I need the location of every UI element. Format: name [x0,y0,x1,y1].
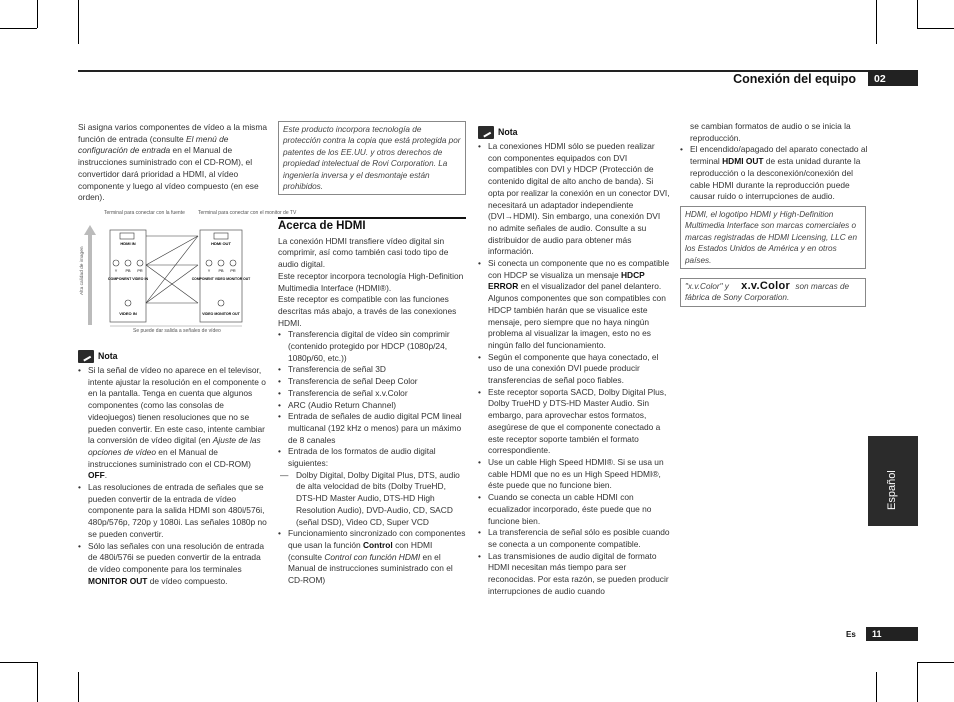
language-tab [868,436,918,526]
jack-pb-out [218,260,224,266]
column-4 [680,121,868,203]
hdmi-trademark-notice: HDMI, el logotipo HDMI y High-Definition Multimedia Interface son marcas comerciales o marcas registradas de HDMI Licensing, LLC en los Estados Unidos de América y en otros países. [680,206,866,269]
list-item: • Las transmisiones de audio digital de formato HDMI necesitan más tiempo para ser reconocidas. Por esta razón, se pueden producir interrupciones de audio cuando [478,551,670,598]
crop-mark [37,662,38,702]
video-in-jack [125,300,131,306]
continued-text: se cambian formatos de audio o se inicia la reproducción. [690,121,851,143]
list-item: • La conexiones HDMI sólo se pueden realizar con componentes equipados con DVI compatibles con DVI y HDCP (Protección de contenido digital de alto ancho de banda). Si opta por realizar la conexión en un conector DVI, necesitará un adaptador independiente (DVI→HDMI). Sin embargo, una conexión DVI no admite señales de audio. Consulte a su distribuidor de audio para obtener más información. [478,141,670,258]
crop-mark [78,672,79,702]
arrow-comp-hdmi [146,236,198,265]
jack-y [113,260,119,266]
list-item: • Si la señal de vídeo no aparece en el televisor, intente ajustar la resolución en el componente o en la pantalla. Tenga en cuenta que algunos componentes (como las consolas de videojuegos) tienen resoluciones que no se pueden convertir. En este caso, intente cambiar la conversión de vídeo digital (en Ajuste de las opciones de vídeo en el Manual de instrucciones suministrado con el CD-ROM) OFF. [78,365,268,482]
note-label: Nota [98,350,118,361]
jack-pb [125,260,131,266]
hdmi-out-port [214,233,228,239]
column-2 [278,217,466,587]
column-1-notes [78,344,268,587]
list-item: • Transferencia de señal x.v.Color [278,388,466,400]
note-list-continued [680,144,868,203]
jack-pb-label: PB [125,269,131,273]
jack-pb-out-label: PB [218,269,224,273]
list-item: • Cuando se conecta un cable HDMI con ecualizador incorporado, éste puede que no funcione bien. [478,492,670,527]
video-out-jack [218,300,224,306]
note-list [78,365,268,587]
page-title: Conexión del equipo [733,72,856,86]
video-in-label: VIDEO IN [119,311,137,316]
crop-mark [917,0,918,28]
xvcolor-logo: x.v.Color [741,280,791,292]
trademark-text: son marcas de fábrica de Sony Corporation. [685,282,850,303]
list-item: • Funcionamiento sincronizado con componentes que usan la función Control con HDMI (consulte Control con función HDMI en el Manual de instrucciones suministrado con el CD-ROM) [278,528,466,587]
feature-list-end [278,528,466,587]
column-1 [78,122,268,204]
pencil-icon [78,350,94,363]
chapter-number: 02 [868,72,918,86]
note-heading [478,126,670,139]
jack-pr [137,260,143,266]
crop-mark [917,662,954,663]
list-item: • Según el componente que haya conectado, el uso de una conexión DVI puede producir transferencias de señal poco fiables. [478,352,670,387]
list-item: • El encendido/apagado del aparato conectado al terminal HDMI OUT de esta unidad durante la reproducción o la desconexión/conexión del cable HDMI durante la reproducción puede causar ruido o interrupciones de audio. [680,144,868,203]
jack-y-out-label: Y [207,269,211,273]
list-item: — Dolby Digital, Dolby Digital Plus, DTS, audio de alta velocidad de bits (Dolby TrueHD, DTS-HD Master Audio, DTS-HD High Resolution Audio), DVD-Audio, CD, SACD (señal DSD), Video CD, Super VCD [286,470,466,529]
paragraph: Este receptor es compatible con las funciones descritas más abajo, a través de las conexiones HDMI. [278,294,457,328]
diagram-quality-label: Alta calidad de imagen [80,246,85,295]
crop-mark [37,0,38,28]
list-item: • Las resoluciones de entrada de señales que se pueden convertir de la entrada de vídeo componente para la salida HDMI son 480i/576i, 480p/576p, 720p y 1080i. Las señales 1080p no se pueden convertir. [78,482,268,541]
note-list [478,141,670,597]
format-sublist [278,470,466,529]
crop-mark [78,0,79,44]
section-title: Acerca de HDMI [278,217,466,233]
crop-mark [917,662,918,702]
list-item: • Entrada de señales de audio digital PCM lineal multicanal (192 kHz o menos) para un máximo de 8 canales [278,411,466,446]
footer-language: Es [846,630,856,639]
jack-pr-out [230,260,236,266]
feature-list [278,329,466,469]
crop-mark [917,28,954,29]
trademark-text: "x.v.Color" y [685,282,729,291]
jack-pr-label: PR [137,269,143,273]
video-conversion-diagram [78,205,297,335]
hdmi-out-label: HDMI OUT [211,241,231,246]
component-in-label: COMPONENT VIDEO IN [107,277,149,281]
list-item: • ARC (Audio Return Channel) [278,400,466,412]
copy-protection-notice: Este producto incorpora tecnología de protección contra la copia que está protegida por patentes de los EE.UU. y otros derechos de propiedad intelectual de Rovi Corporation. La ingeniería inversa y el desmontaje están prohibidos. [278,121,466,195]
diagram-source-label: Terminal para conectar con la fuente [104,210,185,216]
pencil-icon [478,126,494,139]
hdmi-in-label: HDMI IN [120,241,136,246]
list-item: • Transferencia de señal Deep Color [278,376,466,388]
list-item: • Si conecta un componente que no es compatible con HDCP se visualiza un mensaje HDCP ERROR en el visualizador del panel delantero. Algunos componentes que son compatibles con HDCP también harán que se visualice este mensaje, pero siempre que no haya ningún problema al visualizar la imagen, esto no es ningún fallo del funcionamiento. [478,258,670,352]
component-out-label: COMPONENT VIDEO MONITOR OUT [191,277,251,281]
crop-mark [876,672,877,702]
list-item: • Este receptor soporta SACD, Dolby Digital Plus, Dolby TrueHD y DTS-HD Master Audio. Sin embargo, para aprovechar estos formatos, asegúrese de que el componente conectado a este receptor soporte también el formato correspondiente. [478,387,670,457]
list-item: • Transferencia digital de vídeo sin comprimir (contenido protegido por HDCP (1080p/24, 1080p/60, etc.)) [278,329,466,364]
list-item: • Entrada de los formatos de audio digital siguientes: [278,446,466,469]
page-number: 11 [866,627,918,641]
crop-mark [876,0,877,44]
language-tab-label: Español [886,470,898,510]
list-item: • Use un cable High Speed HDMI®. Si se usa un cable HDMI que no es un High Speed HDMI®, éste puede que no funcione bien. [478,457,670,492]
jack-y-out [206,260,212,266]
note-label: Nota [498,126,518,137]
list-item: • Sólo las señales con una resolución de entrada de 480i/576i se pueden convertir de la entrada de vídeo componente para los terminales MONITOR OUT de vídeo compuesto. [78,541,268,588]
intro-paragraph: Si asigna varios componentes de vídeo a la misma función de entrada (consulte El menú de configuración de entrada en el Manual de instrucciones suministrado con el CD-ROM), el convertidor dará prioridad a HDMI, al vídeo componente y luego al vídeo compuesto (en ese orden). [78,122,268,203]
diagram-output-label: Se puede dar salida a señales de vídeo [133,328,221,334]
hdmi-in-port [120,233,134,239]
video-out-label: VIDEO MONITOR OUT [202,312,240,316]
column-3 [478,120,670,597]
xvcolor-trademark-notice [680,278,866,307]
jack-pr-out-label: PR [230,269,236,273]
arrow-video-hdmi [146,236,198,303]
paragraph: La conexión HDMI transfiere vídeo digital sin comprimir, así como también casi todo tipo de audio digital. [278,235,449,270]
paragraph: Este receptor incorpora tecnología High-Definition Multimedia Interface (HDMI®). [278,270,464,293]
signal-arrows [146,236,198,303]
list-item: • Transferencia de señal 3D [278,364,466,376]
crop-mark [0,28,37,29]
crop-mark [0,662,37,663]
diagram-monitor-label: Terminal para conectar con el monitor de TV [198,210,297,216]
jack-y-label: Y [114,269,118,273]
list-item: • La transferencia de señal sólo es posible cuando se conecta a un componente compatible. [478,527,670,550]
quality-arrow [84,225,96,325]
note-heading [78,350,268,363]
